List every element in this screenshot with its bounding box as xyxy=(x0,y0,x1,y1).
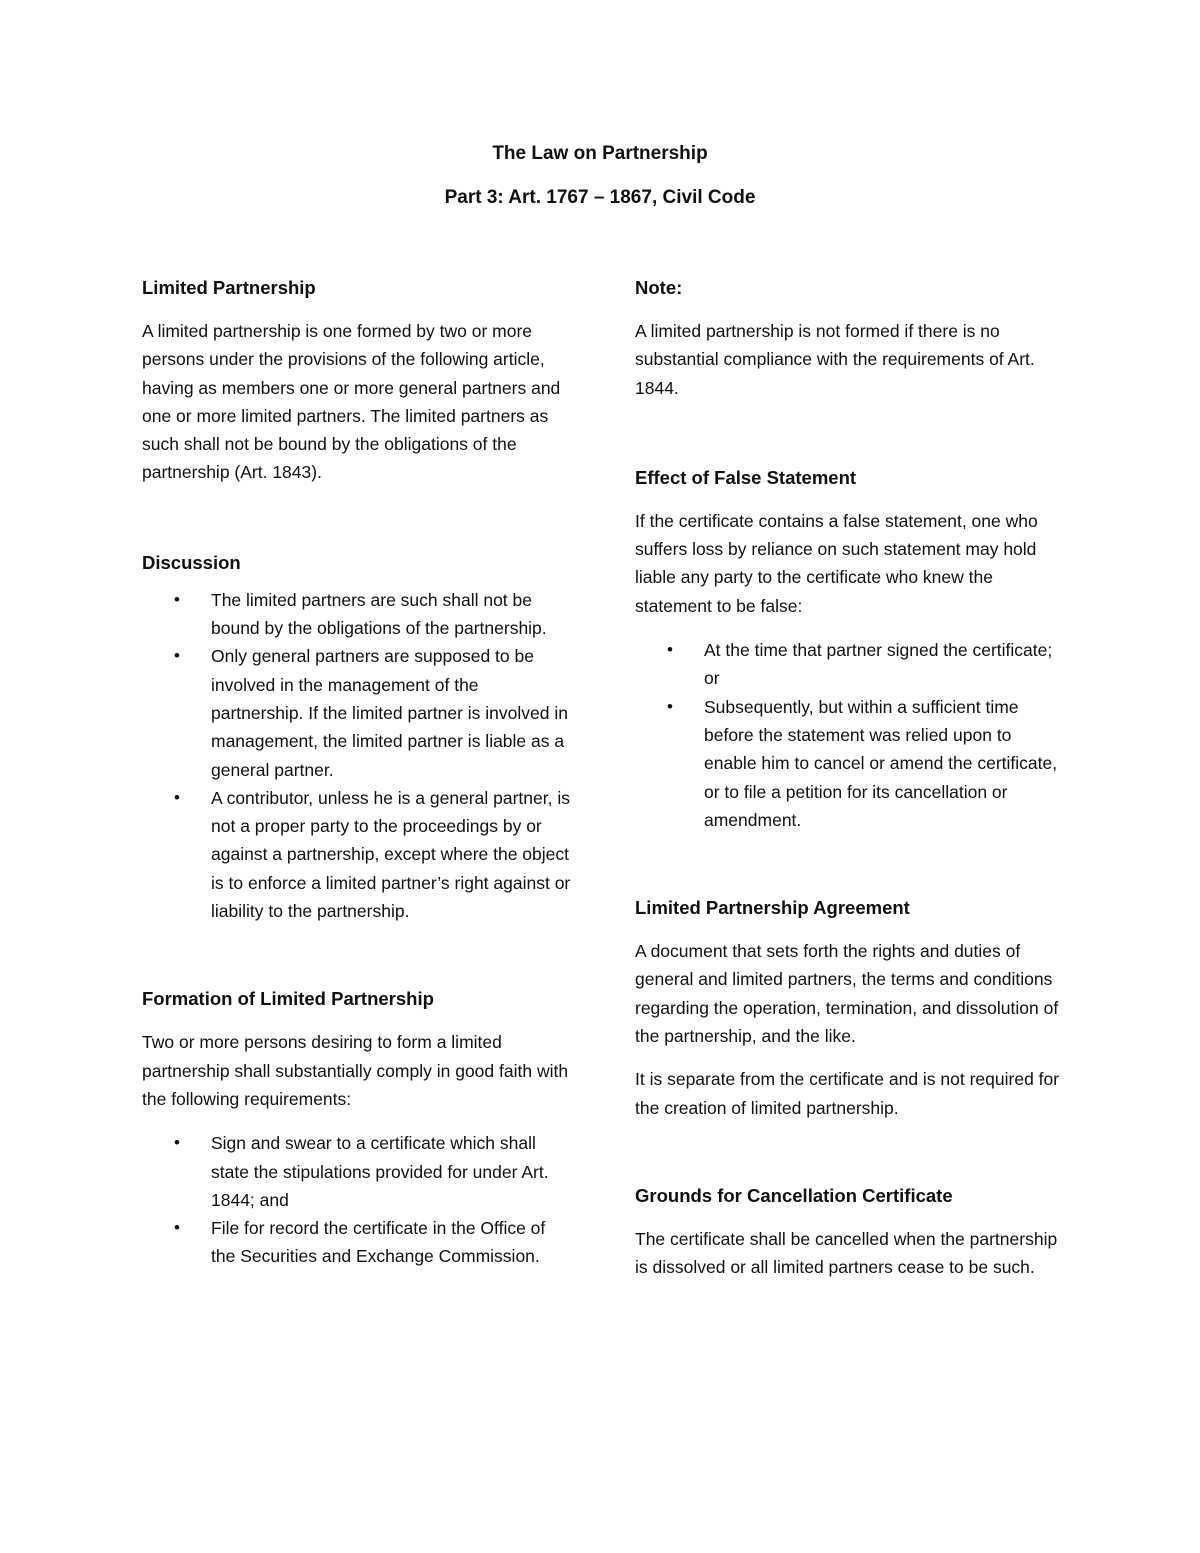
document-subtitle: Part 3: Art. 1767 – 1867, Civil Code xyxy=(444,187,756,208)
section-paragraph: Two or more persons desiring to form a limited partnership shall substantially comply in good faith with the following requirements: xyxy=(142,1032,569,1109)
list-item: • A contributor, unless he is a general partner, is not a proper party to the proceedings by or against a partnership, except where the object is to enforce a limited partner’s right against or liability to the partnership. xyxy=(142,784,572,925)
bullet-icon: • xyxy=(174,1133,180,1153)
section-heading: Limited Partnership xyxy=(142,277,316,298)
bullet-list xyxy=(142,1129,572,1270)
section-heading: Limited Partnership Agreement xyxy=(635,897,910,919)
bullet-list xyxy=(635,636,1065,834)
list-item: • The limited partners are such shall not be bound by the obligations of the partnership. xyxy=(142,586,572,643)
section-paragraph: If the certificate contains a false statement, one who suffers loss by reliance on such statement may hold liable any party to the certificate who knew the statement to be false: xyxy=(635,510,1038,616)
bullet-icon: • xyxy=(667,696,673,716)
bullet-icon: • xyxy=(174,646,180,666)
section-agreement xyxy=(635,896,1065,1122)
list-item: • Subsequently, but within a sufficient time before the statement was relied upon to enable him to cancel or amend the certificate, or to file a petition for its cancellation or amendment. xyxy=(635,693,1065,834)
bullet-icon: • xyxy=(174,589,180,609)
section-paragraph: A document that sets forth the rights and duties of general and limited partners, the terms and conditions regarding the operation, termination, and dissolution of the partnership, and the like. xyxy=(635,941,1059,1047)
section-paragraph: It is separate from the certificate and is not required for the creation of limited partnership. xyxy=(635,1069,1060,1118)
left-column xyxy=(142,276,572,1333)
list-item: • Sign and swear to a certificate which shall state the stipulations provided for under Art. 1844; and xyxy=(142,1129,572,1214)
section-paragraph: A limited partnership is one formed by two or more persons under the provisions of the following article, having as members one or more general partners and one or more limited partners. The limited partners as such shall not be bound by the obligations of the partnership (Art. 1843). xyxy=(142,321,561,483)
section-discussion xyxy=(142,551,572,926)
bullet-icon: • xyxy=(667,640,673,660)
section-heading: Note: xyxy=(635,277,683,298)
bullet-list xyxy=(142,586,572,926)
section-heading: Formation of Limited Partnership xyxy=(142,988,434,1010)
list-item: • File for record the certificate in the Office of the Securities and Exchange Commission. xyxy=(142,1214,572,1271)
section-heading: Effect of False Statement xyxy=(635,466,857,488)
section-limited-partnership xyxy=(142,276,572,487)
document-title: The Law on Partnership xyxy=(492,143,708,164)
section-formation xyxy=(142,987,572,1270)
list-item: • Only general partners are supposed to be involved in the management of the partnership. If the limited partner is involved in management, the limited partner is liable as a general partner. xyxy=(142,642,572,783)
section-cancellation xyxy=(635,1184,1065,1282)
bullet-icon: • xyxy=(174,1218,180,1238)
section-paragraph: A limited partnership is not formed if there is no substantial compliance with the requirements of Art. 1844. xyxy=(635,321,1035,398)
section-note xyxy=(635,276,1065,402)
section-paragraph: The certificate shall be cancelled when the partnership is dissolved or all limited partners cease to be such. xyxy=(635,1228,1058,1278)
section-heading: Grounds for Cancellation Certificate xyxy=(635,1184,953,1206)
section-heading: Discussion xyxy=(142,551,241,573)
bullet-icon: • xyxy=(174,787,180,807)
right-column xyxy=(635,276,1065,1344)
section-false-statement xyxy=(635,466,1065,834)
list-item: • At the time that partner signed the certificate; or xyxy=(635,636,1065,693)
